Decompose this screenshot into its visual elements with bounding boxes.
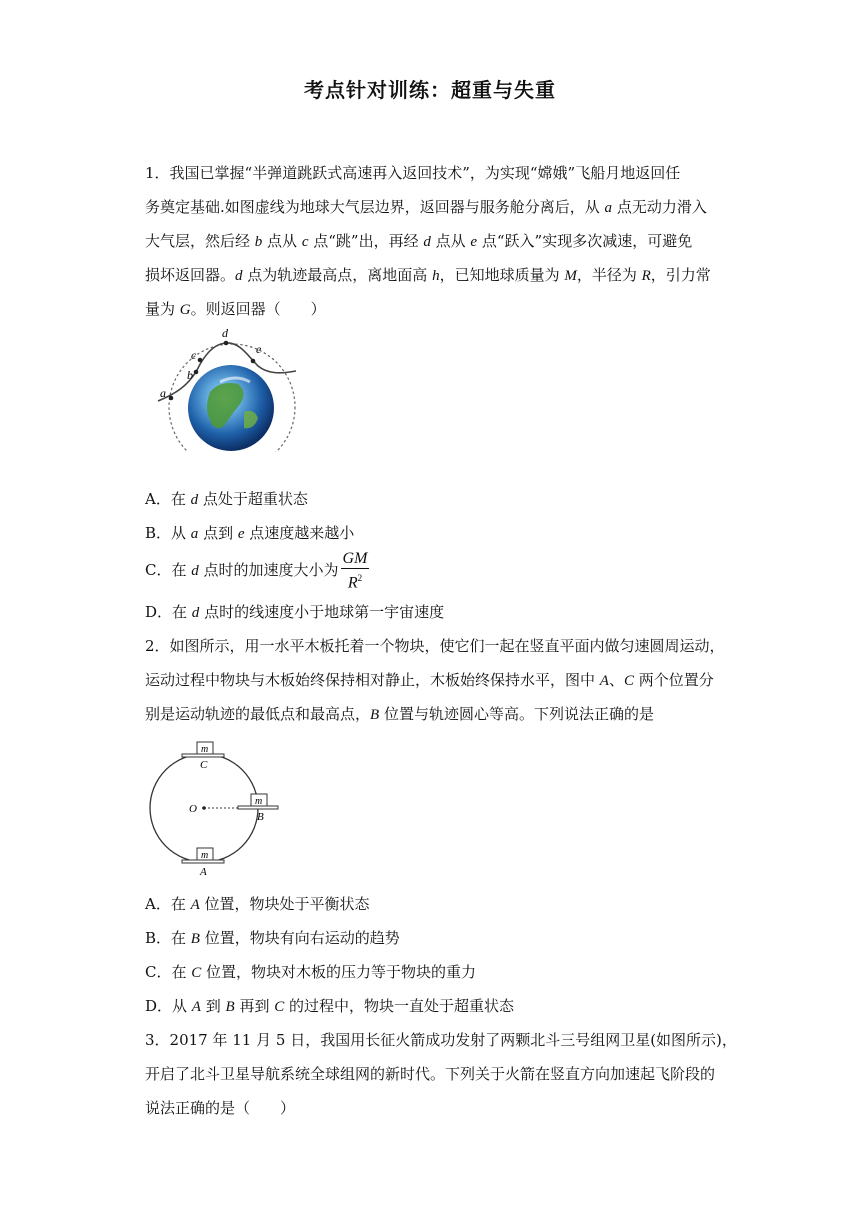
math-variable: h (432, 268, 440, 284)
text-run: 位置，物块有向右运动的趋势 (199, 929, 400, 947)
label-c: c (191, 348, 197, 362)
text-run: 开启了北斗卫星导航系统全球组网的新时代。下列关于火箭在竖直方向加速起飞阶段的 (145, 1065, 716, 1083)
q1-line-4 (145, 265, 711, 286)
math-variable: R (641, 268, 651, 284)
math-variable: d (235, 268, 243, 284)
text-run: 3．2017 年 11 月 5 日，我国用长征火箭成功发射了两颗北斗三号组网卫星(如图所示)， (145, 1031, 737, 1049)
math-variable: M (564, 268, 577, 284)
text-run: D．在 (145, 603, 192, 621)
math-variable: e (237, 526, 245, 542)
page-title: 考点针对训练：超重与失重 (304, 78, 556, 102)
label-o: O (189, 803, 197, 815)
text-run: 点到 (198, 524, 238, 542)
text-run: 位置与轨迹圆心等高。下列说法正确的是 (379, 705, 654, 723)
math-variable: G (179, 302, 191, 318)
label-a: A (200, 866, 207, 878)
q1-option-b (145, 523, 354, 544)
math-variable: C (191, 965, 202, 981)
text-run: 量为 (145, 300, 180, 318)
label-e: e (256, 342, 262, 356)
text-run: C．在 (145, 561, 192, 580)
text-run: 的过程中，物块一直处于超重状态 (284, 997, 515, 1015)
text-run: A．在 (145, 895, 191, 913)
q2-line-2 (145, 670, 714, 691)
text-run: 点时的加速度大小为 (198, 561, 339, 580)
math-variable: C (623, 673, 634, 689)
text-run: 损坏返回器。 (145, 266, 236, 284)
label-d: d (222, 326, 228, 340)
text-run: 、 (608, 671, 624, 689)
q1-option-c (145, 550, 369, 592)
text-run: 位置，物块对木板的压力等于物块的重力 (201, 963, 477, 981)
text-run: 务奠定基础.如图虚线为地球大气层边界，返回器与服务舱分离后，从 (145, 198, 605, 216)
math-variable: c (301, 234, 309, 250)
text-run: 别是运动轨迹的最低点和最高点， (145, 705, 371, 723)
label-b: b (187, 368, 193, 382)
math-variable: A (190, 897, 200, 913)
text-run: 2．如图所示，用一水平木板托着一个物块，使它们一起在竖直平面内做匀速圆周运动， (145, 637, 725, 655)
math-variable: d (190, 492, 199, 508)
text-run: 点无动力滑入 (612, 198, 707, 216)
text-run: C．在 (145, 963, 192, 981)
text-run: 到 (200, 997, 226, 1015)
math-variable: b (254, 234, 263, 250)
text-run: 。则返回器（ ） (190, 300, 326, 318)
math-variable: C (274, 999, 285, 1015)
math-variable: d (191, 605, 200, 621)
text-run: 运动过程中物块与木板始终保持相对静止，木板始终保持水平，图中 (145, 671, 600, 689)
math-variable: B (370, 707, 380, 723)
q1-line-1 (145, 163, 680, 183)
label-a: a (160, 386, 166, 400)
q2-option-b (145, 928, 400, 949)
q2-line-1 (145, 636, 725, 656)
text-run: 位置，物块处于平衡状态 (199, 895, 370, 913)
text-run: B．从 (145, 524, 191, 542)
q3-line-3 (145, 1098, 295, 1118)
text-run: 大气层，然后经 (145, 232, 255, 250)
earth-trajectory-figure (140, 322, 305, 452)
math-variable: a (604, 200, 613, 216)
q2-option-a (145, 894, 370, 915)
math-variable: d (423, 234, 431, 250)
math-variable: B (225, 999, 235, 1015)
text-run: ，已知地球质量为 (439, 266, 565, 284)
circular-motion-figure (145, 738, 285, 880)
text-run: D．从 (145, 997, 192, 1015)
text-run: 点时的线速度小于地球第一宇宙速度 (199, 603, 445, 621)
label-b: B (257, 811, 264, 823)
math-variable: A (191, 999, 201, 1015)
math-variable: A (599, 673, 609, 689)
q2-option-d (145, 996, 514, 1017)
q1-option-d (145, 602, 444, 623)
label-m-right: m (255, 796, 263, 807)
text-run: 点从 (430, 232, 471, 250)
text-run: 点处于超重状态 (198, 490, 308, 508)
q1-option-a (145, 489, 308, 510)
q1-line-3 (145, 231, 692, 252)
q2-line-3 (145, 704, 654, 725)
q3-line-2 (145, 1064, 715, 1084)
text-run: 点“跃入”实现多次减速，可避免 (477, 232, 693, 250)
text-run: 1．我国已掌握“半弹道跳跃式高速再入返回技术”，为实现“嫦娥”飞船月地返回任 (145, 164, 681, 182)
text-run: 再到 (234, 997, 275, 1015)
text-run: 点从 (262, 232, 302, 250)
q3-line-1 (145, 1030, 737, 1050)
label-c: C (200, 759, 208, 771)
label-m-bottom: m (201, 850, 209, 861)
math-variable: e (470, 234, 478, 250)
q1-line-2 (145, 197, 707, 218)
label-m-top: m (201, 744, 209, 755)
text-run: B．在 (145, 929, 191, 947)
q1-line-5 (145, 299, 326, 320)
q1-option-c-text (145, 561, 339, 579)
text-run: ，半径为 (576, 266, 642, 284)
q2-option-c (145, 962, 476, 983)
math-variable: d (191, 563, 199, 580)
math-variable: a (190, 526, 199, 542)
text-run: 点为轨迹最高点，离地面高 (242, 266, 433, 284)
text-run: ，引力常 (650, 266, 711, 284)
fraction-gm-over-r2: $\frac{GM}{R^2}$ (342, 550, 368, 592)
text-run: 说法正确的是（ ） (145, 1099, 296, 1117)
math-variable: B (190, 931, 200, 947)
text-run: 点“跳”出，再经 (308, 232, 424, 250)
text-run: 点速度越来越小 (244, 524, 355, 542)
text-run: 两个位置分 (633, 671, 714, 689)
text-run: A．在 (145, 490, 191, 508)
